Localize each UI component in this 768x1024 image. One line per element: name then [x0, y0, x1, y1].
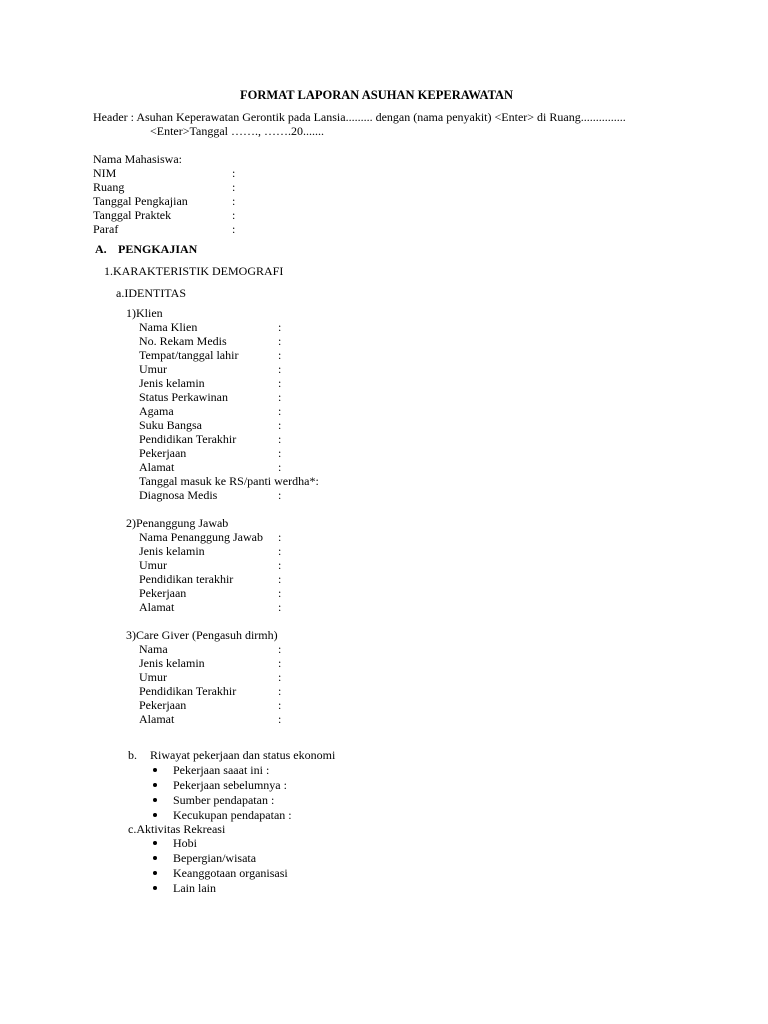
- document-title: FORMAT LAPORAN ASUHAN KEPERAWATAN: [240, 88, 514, 102]
- section-c-title: c.Aktivitas Rekreasi: [128, 822, 226, 836]
- klien-field-label: Tempat/tanggal lahir: [139, 348, 239, 362]
- klien-field-label: Alamat: [139, 460, 175, 474]
- klien-field-label: Umur: [139, 362, 167, 376]
- caregiver-field-label: Alamat: [139, 712, 175, 726]
- klien-field-colon: :: [278, 432, 282, 446]
- student-field-label: Paraf: [93, 222, 119, 236]
- bullet-icon: [153, 841, 157, 845]
- penanggung-field-colon: :: [278, 586, 282, 600]
- caregiver-field-label: Umur: [139, 670, 167, 684]
- bullet-icon: [153, 886, 157, 890]
- bullet-icon: [153, 798, 157, 802]
- bullet-icon: [153, 813, 157, 817]
- klien-field-colon: :: [278, 488, 282, 502]
- klien-field-colon: :: [278, 418, 282, 432]
- klien-field-colon: :: [278, 320, 282, 334]
- section-c-item: Lain lain: [173, 881, 216, 895]
- header-line-1: Header : Asuhan Keperawatan Gerontik pada Lansia......... dengan (nama penyakit) <Enter> di Ruang...............: [93, 110, 626, 124]
- penanggung-heading: 2)Penanggung Jawab: [126, 516, 229, 530]
- section-c-item: Keanggotaan organisasi: [173, 866, 288, 880]
- header-line-2: <Enter>Tanggal ……., …….20.......: [150, 124, 324, 138]
- klien-field-colon: :: [278, 362, 282, 376]
- section-c-item: Hobi: [173, 836, 197, 850]
- caregiver-field-colon: :: [278, 712, 282, 726]
- student-field-label: Ruang: [93, 180, 125, 194]
- klien-field-label: Nama Klien: [139, 320, 198, 334]
- student-field-colon: :: [232, 222, 236, 236]
- klien-field-label: No. Rekam Medis: [139, 334, 227, 348]
- klien-field-colon: :: [278, 376, 282, 390]
- penanggung-field-colon: :: [278, 530, 282, 544]
- klien-field-label: Jenis kelamin: [139, 376, 205, 390]
- klien-field-label: Diagnosa Medis: [139, 488, 218, 502]
- penanggung-field-colon: :: [278, 558, 282, 572]
- klien-field-label: Suku Bangsa: [139, 418, 202, 432]
- penanggung-field-label: Umur: [139, 558, 167, 572]
- section-a-title: PENGKAJIAN: [118, 242, 198, 256]
- caregiver-field-colon: :: [278, 656, 282, 670]
- bullet-icon: [153, 783, 157, 787]
- student-field-label: Tanggal Pengkajian: [93, 194, 188, 208]
- section-a-letter: A.: [95, 242, 107, 256]
- bullet-icon: [153, 871, 157, 875]
- section-1a-heading: a.IDENTITAS: [116, 286, 187, 300]
- caregiver-field-colon: :: [278, 642, 282, 656]
- section-b-letter: b.: [128, 748, 137, 762]
- section-b-item: Sumber pendapatan :: [173, 793, 275, 807]
- klien-field-colon: :: [278, 460, 282, 474]
- klien-field-colon: :: [278, 404, 282, 418]
- penanggung-field-colon: :: [278, 600, 282, 614]
- caregiver-field-label: Jenis kelamin: [139, 656, 205, 670]
- klien-heading: 1)Klien: [126, 306, 163, 320]
- section-b-item: Pekerjaan saaat ini :: [173, 763, 270, 777]
- caregiver-field-label: Nama: [139, 642, 168, 656]
- section-b-title: Riwayat pekerjaan dan status ekonomi: [150, 748, 336, 762]
- klien-field-colon: :: [278, 390, 282, 404]
- klien-field-colon: :: [278, 334, 282, 348]
- penanggung-field-label: Alamat: [139, 600, 175, 614]
- penanggung-field-label: Pendidikan terakhir: [139, 572, 234, 586]
- section-b-item: Pekerjaan sebelumnya :: [173, 778, 287, 792]
- penanggung-field-label: Nama Penanggung Jawab: [139, 530, 263, 544]
- penanggung-field-colon: :: [278, 572, 282, 586]
- student-field-colon: :: [232, 166, 236, 180]
- caregiver-heading: 3)Care Giver (Pengasuh dirmh): [126, 628, 278, 642]
- caregiver-field-colon: :: [278, 684, 282, 698]
- klien-field-label: Pendidikan Terakhir: [139, 432, 237, 446]
- student-heading: Nama Mahasiswa:: [93, 152, 182, 166]
- bullet-icon: [153, 856, 157, 860]
- penanggung-field-label: Jenis kelamin: [139, 544, 205, 558]
- student-field-colon: :: [232, 208, 236, 222]
- klien-field-label: Agama: [139, 404, 174, 418]
- penanggung-field-label: Pekerjaan: [139, 586, 187, 600]
- caregiver-field-colon: :: [278, 698, 282, 712]
- klien-field-label: Tanggal masuk ke RS/panti werdha*:: [139, 474, 319, 488]
- section-c-item: Bepergian/wisata: [173, 851, 257, 865]
- student-field-label: NIM: [93, 166, 117, 180]
- student-field-colon: :: [232, 194, 236, 208]
- penanggung-field-colon: :: [278, 544, 282, 558]
- caregiver-field-label: Pendidikan Terakhir: [139, 684, 237, 698]
- klien-field-colon: :: [278, 348, 282, 362]
- klien-field-label: Pekerjaan: [139, 446, 187, 460]
- section-1-heading: 1.KARAKTERISTIK DEMOGRAFI: [104, 264, 284, 278]
- bullet-icon: [153, 768, 157, 772]
- student-field-colon: :: [232, 180, 236, 194]
- caregiver-field-label: Pekerjaan: [139, 698, 187, 712]
- caregiver-field-colon: :: [278, 670, 282, 684]
- klien-field-colon: :: [278, 446, 282, 460]
- klien-field-label: Status Perkawinan: [139, 390, 228, 404]
- student-field-label: Tanggal Praktek: [93, 208, 172, 222]
- section-b-item: Kecukupan pendapatan :: [173, 808, 292, 822]
